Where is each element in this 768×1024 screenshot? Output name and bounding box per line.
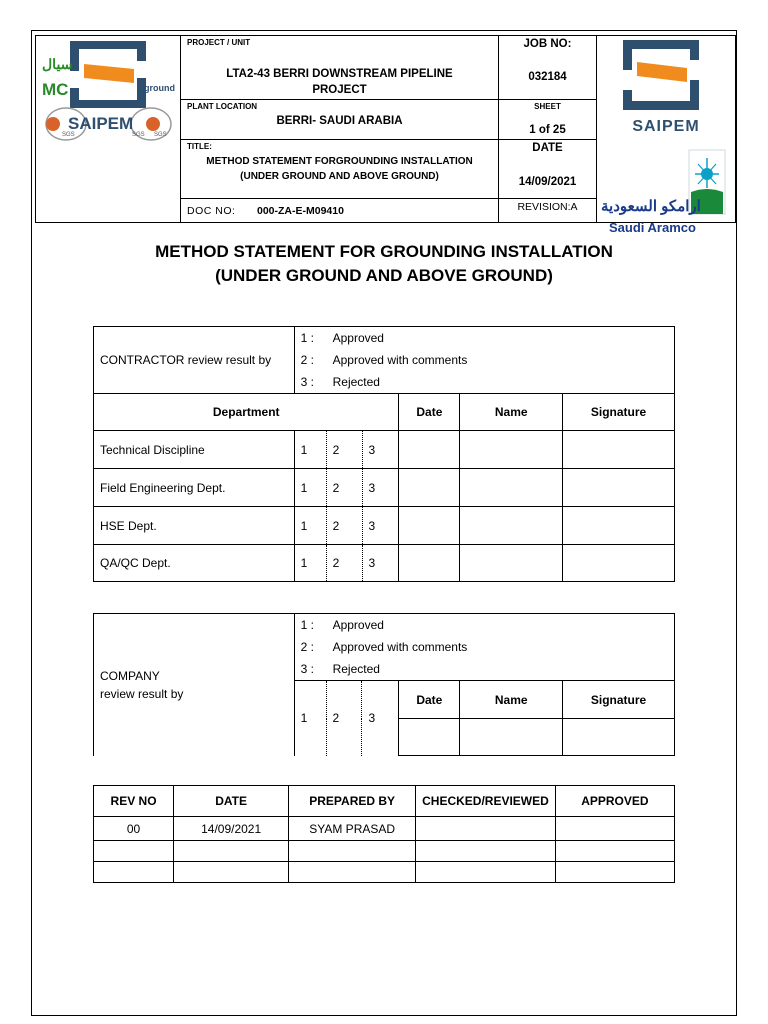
option-1[interactable]: 1 (294, 431, 326, 469)
name-header: Name (460, 394, 563, 431)
signature-cell[interactable] (563, 719, 675, 756)
doc-value: 000-ZA-E-M09410 (257, 205, 344, 217)
option-3[interactable]: 3 (362, 507, 399, 545)
checked-reviewed-cell[interactable] (416, 817, 556, 841)
date-cell[interactable] (399, 545, 460, 582)
table-row (94, 507, 675, 545)
name-cell[interactable] (460, 469, 563, 507)
rev-no-cell[interactable] (94, 862, 174, 883)
job-value: 032184 (528, 71, 567, 83)
table-row (94, 545, 675, 582)
prepared-by-cell[interactable] (289, 841, 416, 862)
title-cell (180, 139, 499, 199)
signature-header: Signature (563, 394, 675, 431)
checked-reviewed-cell[interactable] (416, 841, 556, 862)
title-value: METHOD STATEMENT FORGROUNDING INSTALLATION (UNDER GROUND AND ABOVE GROUND) (206, 156, 473, 182)
dept-field-engineering: Field Engineering Dept. (94, 469, 295, 507)
plant-cell (180, 99, 499, 140)
rev-date-cell[interactable] (174, 862, 289, 883)
date-cell[interactable] (399, 431, 460, 469)
doc-label: DOC NO: (187, 205, 236, 217)
date-header: Date (399, 394, 460, 431)
company-label: COMPANY (100, 668, 160, 683)
revision-cell (498, 198, 597, 223)
option-rejected: 3 : Rejected (300, 662, 380, 676)
contractor-logo-cell (35, 35, 181, 223)
signature-cell[interactable] (563, 545, 675, 582)
prepared-by-header: PREPARED BY (289, 786, 416, 817)
logo-right-saipem: SAIPEM (632, 118, 700, 135)
option-1[interactable]: 1 (294, 507, 326, 545)
date-value: 14/09/2021 (518, 176, 577, 188)
project-value: LTA2-43 BERRI DOWNSTREAM PIPELINE PROJECT (226, 68, 453, 96)
option-rejected: 3 : Rejected (300, 375, 380, 389)
option-1[interactable]: 1 (294, 681, 326, 756)
document-header (35, 35, 736, 235)
table-row (94, 817, 675, 841)
date-cell (498, 139, 597, 199)
sheet-value: 1 of 25 (529, 124, 566, 136)
name-cell[interactable] (460, 719, 563, 756)
main-title-line1: METHOD STATEMENT FOR GROUNDING INSTALLATION (155, 242, 613, 261)
table-row (94, 841, 675, 862)
main-title-line2: (UNDER GROUND AND ABOVE GROUND) (215, 266, 553, 285)
table-row (94, 469, 675, 507)
approved-cell[interactable] (555, 862, 674, 883)
logo-left-saipem: SAIPEM (68, 114, 134, 133)
rev-no-header: REV NO (94, 786, 174, 817)
signature-cell[interactable] (563, 469, 675, 507)
logo-left-ground: ground (144, 83, 175, 93)
job-label: JOB NO: (523, 38, 572, 50)
option-3[interactable]: 3 (362, 431, 399, 469)
signature-cell[interactable] (563, 507, 675, 545)
option-1[interactable]: 1 (294, 469, 326, 507)
sheet-cell (498, 99, 597, 140)
option-approved-with-comments: 2 : Approved with comments (300, 640, 468, 654)
review-result-label: review result by (100, 686, 184, 701)
doc-cell (180, 198, 499, 223)
option-1[interactable]: 1 (294, 545, 326, 582)
dept-hse: HSE Dept. (94, 507, 295, 545)
contractor-header-row (94, 394, 675, 431)
table-row (94, 862, 675, 883)
project-label: PROJECT / UNIT (187, 38, 251, 47)
table-row (94, 431, 675, 469)
option-approved: 1 : Approved (300, 618, 384, 632)
title-label: TITLE: (187, 142, 212, 151)
approved-cell[interactable] (555, 841, 674, 862)
signature-cell[interactable] (563, 431, 675, 469)
sheet-label: SHEET (534, 102, 561, 111)
option-3[interactable]: 3 (362, 469, 399, 507)
approved-cell[interactable] (555, 817, 674, 841)
option-2[interactable]: 2 (326, 507, 362, 545)
option-2[interactable]: 2 (326, 469, 362, 507)
rev-no-cell[interactable] (94, 841, 174, 862)
name-cell[interactable] (460, 545, 563, 582)
revision-header-row (94, 786, 675, 817)
rev-date-cell[interactable] (174, 841, 289, 862)
revision-label: REVISION:A (517, 201, 578, 213)
name-header: Name (460, 681, 563, 719)
option-approved: 1 : Approved (300, 331, 384, 345)
date-label: DATE (532, 142, 563, 154)
rev-no-cell[interactable]: 00 (94, 817, 174, 841)
logo-right-aramco-en: Saudi Aramco (609, 220, 696, 235)
rev-date-header: DATE (174, 786, 289, 817)
date-cell[interactable] (399, 507, 460, 545)
option-2[interactable]: 2 (326, 431, 362, 469)
contractor-review-table (93, 326, 675, 582)
option-2[interactable]: 2 (326, 681, 362, 756)
company-options (294, 614, 674, 681)
department-header: Department (94, 394, 399, 431)
checked-reviewed-header: CHECKED/REVIEWED (416, 786, 556, 817)
date-cell[interactable] (399, 469, 460, 507)
logo-left-mc: MC (42, 80, 69, 99)
option-3[interactable]: 3 (362, 681, 399, 756)
rev-date-cell[interactable]: 14/09/2021 (174, 817, 289, 841)
date-cell[interactable] (399, 719, 460, 756)
prepared-by-cell[interactable]: SYAM PRASAD (289, 817, 416, 841)
dept-qaqc: QA/QC Dept. (94, 545, 295, 582)
saipem-logo (621, 38, 701, 114)
dept-technical: Technical Discipline (94, 431, 295, 469)
logo-left-sgs-2: SGS (132, 132, 145, 138)
logo-right-aramco-ar: ارامكو السعودية (601, 198, 701, 215)
main-title (0, 240, 768, 288)
date-header: Date (399, 681, 460, 719)
logo-left-arabic: سيال (42, 56, 73, 72)
company-logo-cell (596, 35, 736, 235)
plant-value: BERRI- SAUDI ARABIA (276, 115, 403, 127)
name-cell[interactable] (460, 507, 563, 545)
checked-reviewed-cell[interactable] (416, 862, 556, 883)
logo-left-sgs-3: SGS (154, 132, 167, 138)
company-review-label (94, 614, 295, 756)
logo-left-sgs-1: SGS (62, 132, 75, 138)
project-cell (180, 35, 499, 100)
contractor-options (294, 327, 674, 394)
option-approved-with-comments: 2 : Approved with comments (300, 353, 468, 367)
name-cell[interactable] (460, 431, 563, 469)
company-review-table (93, 613, 675, 756)
plant-label: PLANT LOCATION (187, 102, 258, 111)
option-2[interactable]: 2 (326, 545, 362, 582)
revision-table (93, 785, 675, 883)
job-cell (498, 35, 597, 100)
approved-header: APPROVED (555, 786, 674, 817)
prepared-by-cell[interactable] (289, 862, 416, 883)
option-3[interactable]: 3 (362, 545, 399, 582)
signature-header: Signature (563, 681, 675, 719)
contractor-review-label: CONTRACTOR review result by (94, 327, 295, 394)
